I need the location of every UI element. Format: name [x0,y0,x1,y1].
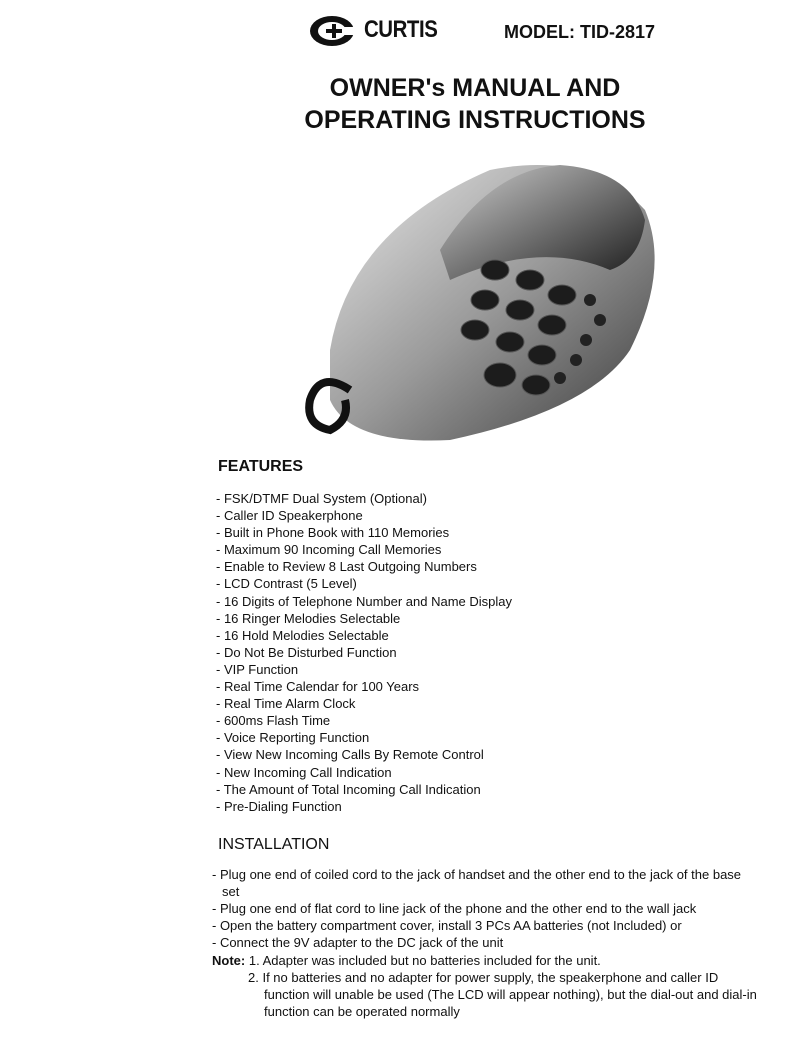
list-item: - Plug one end of flat cord to line jack of the phone and the other end to the wall jack [212,901,697,916]
installation-heading: INSTALLATION [218,836,330,853]
list-item: - Do Not Be Disturbed Function [216,644,397,660]
list-item: - Pre-Dialing Function [216,798,342,814]
list-item: - LCD Contrast (5 Level) [216,576,357,592]
list-item: - Open the battery compartment cover, install 3 PCs AA batteries (not Included) or [212,918,682,933]
list-item: - Plug one end of coiled cord to the jack of handset and the other end to the jack of the base set [212,867,742,899]
installation-note [212,952,757,1019]
page-title [290,72,660,136]
list-item: - View New Incoming Calls By Remote Control [216,747,484,763]
telephone-photo-icon [290,150,670,450]
list-item: - VIP Function [216,661,299,677]
title-line-1: OWNER's MANUAL AND [329,74,621,102]
brand-name: CURTIS [364,16,438,43]
list-item: - 16 Hold Melodies Selectable [216,627,389,643]
list-item: - 16 Ringer Melodies Selectable [216,610,401,626]
list-item: - 16 Digits of Telephone Number and Name Display [216,593,513,609]
title-line-2: OPERATING INSTRUCTIONS [304,106,646,134]
list-item: - 600ms Flash Time [216,713,331,729]
list-item: - Voice Reporting Function [216,730,370,746]
list-item: - New Incoming Call Indication [216,764,392,780]
list-item: - Caller ID Speakerphone [216,508,363,524]
list-item: - Built in Phone Book with 110 Memories [216,525,450,541]
note-label: Note: [212,953,246,968]
model-number: MODEL: TID-2817 [504,22,656,42]
features-heading: FEATURES [218,458,304,475]
list-item: - Maximum 90 Incoming Call Memories [216,542,442,558]
note-item-1: 1. Adapter was included but no batteries included for the unit. [248,953,601,968]
header [308,14,668,50]
installation-list [212,866,752,951]
note-item-2: 2. If no batteries and no adapter for power supply, the speakerphone and caller ID function will unable be used (The LCD will appear nothing), but the dial-out and dial-in function can be operated normally [248,970,757,1019]
list-item: - FSK/DTMF Dual System (Optional) [216,491,427,506]
list-item: - Real Time Calendar for 100 Years [216,679,420,695]
list-item: - Enable to Review 8 Last Outgoing Numbers [216,559,477,575]
features-list [216,490,512,815]
list-item: - Connect the 9V adapter to the DC jack of the unit [212,935,504,950]
list-item: - Real Time Alarm Clock [216,696,356,712]
list-item: - The Amount of Total Incoming Call Indication [216,781,481,797]
curtis-logo-icon [308,14,360,48]
